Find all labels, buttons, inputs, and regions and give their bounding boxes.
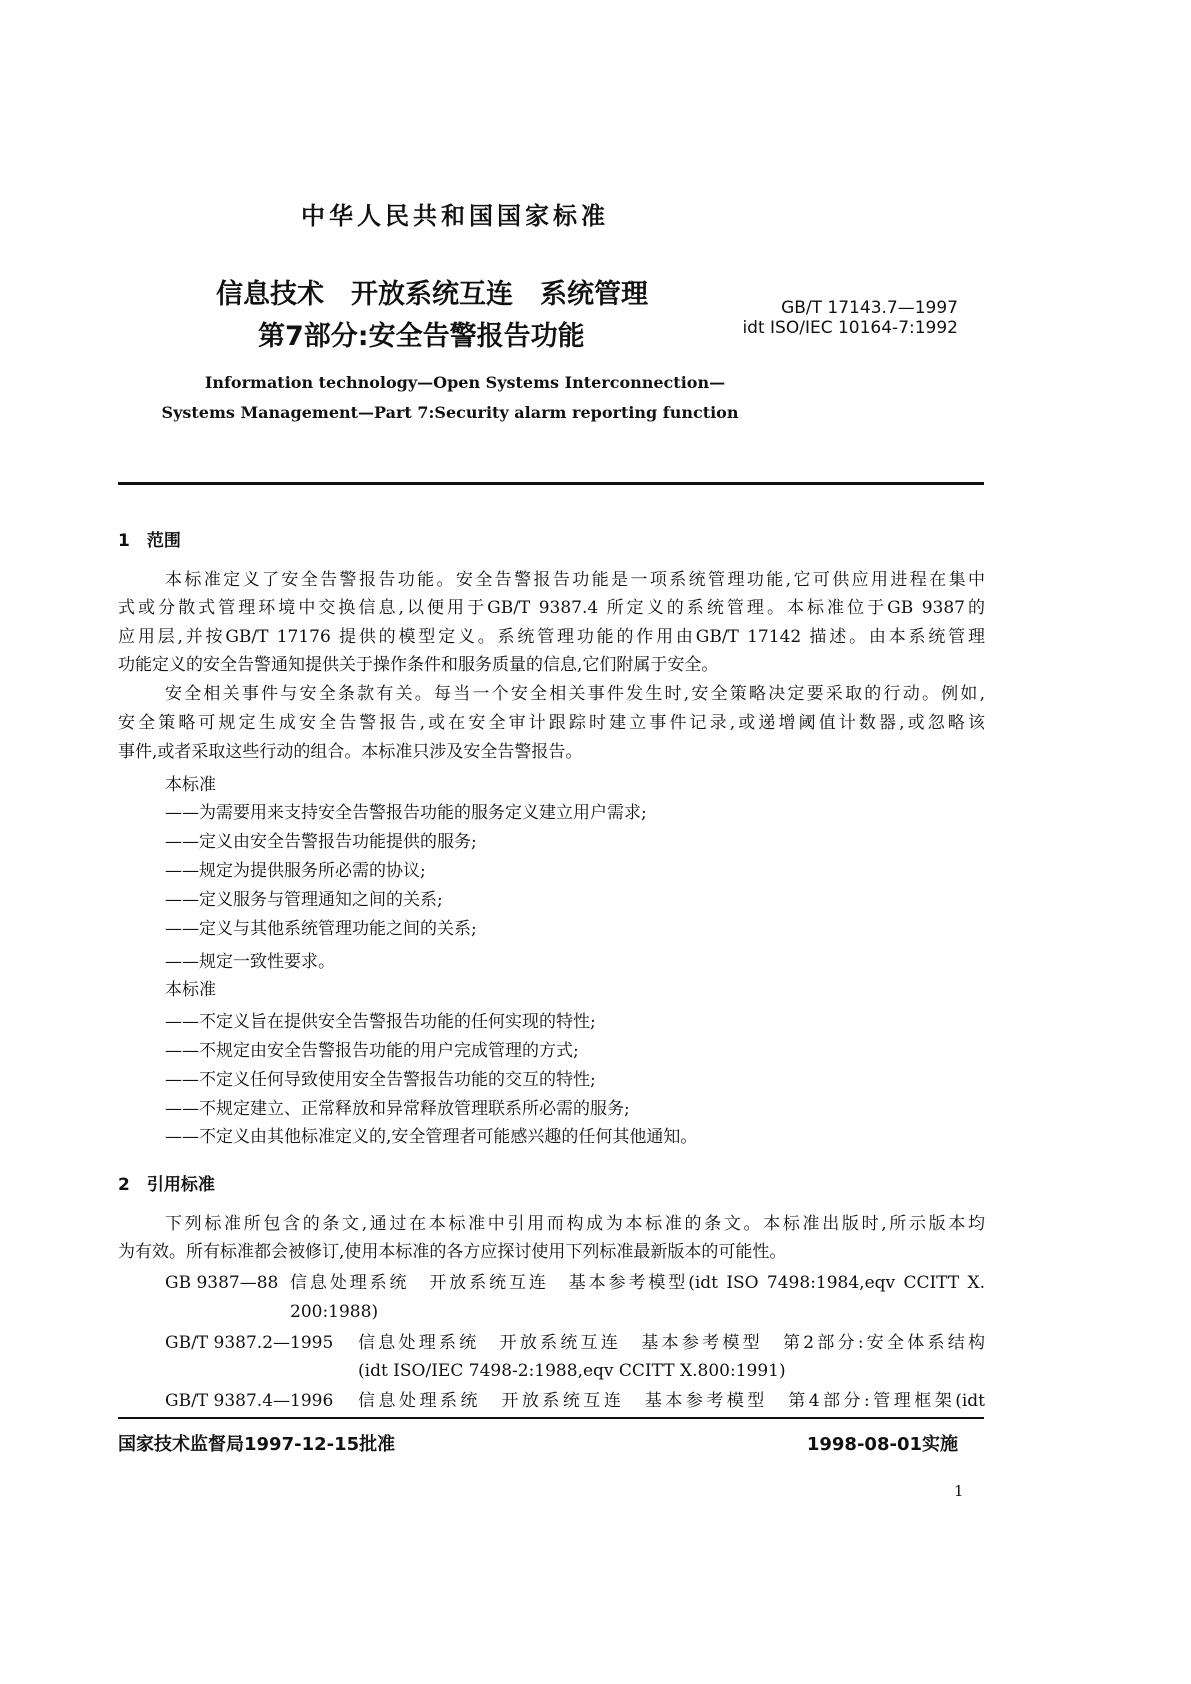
list-item: ——定义由安全告警报告功能提供的服务; <box>165 832 477 852</box>
reference-code: GB/T 9387.4—1996 <box>165 1391 334 1411</box>
reference-continuation: (idt ISO/IEC 7498-2:1988,eqv CCITT X.800:1991) <box>358 1361 786 1381</box>
section-number: 1 <box>118 531 130 551</box>
national-standard-heading: 中华人民共和国国家标准 <box>301 202 609 230</box>
reference-title: 信息处理系统 开放系统互连 基本参考模型 第4部分:管理框架(idt <box>358 1391 985 1411</box>
list-item: ——定义服务与管理通知之间的关系; <box>165 890 443 910</box>
list-item: ——不规定由安全告警报告功能的用户完成管理的方式; <box>165 1041 579 1061</box>
paragraph-line: 安全策略可规定生成安全告警报告,或在安全审计跟踪时建立事件记录,或递增阈值计数器,或忽略该 <box>118 713 985 733</box>
reference-continuation: 200:1988) <box>290 1302 379 1322</box>
paragraph-line: 为有效。所有标准都会被修订,使用本标准的各方应探讨使用下列标准最新版本的可能性。 <box>118 1242 787 1262</box>
english-title-line-2: Systems Management—Part 7:Security alarm reporting function <box>161 403 739 422</box>
reference-code: GB/T 9387.2—1995 <box>165 1333 334 1353</box>
paragraph-line: 式或分散式管理环境中交换信息,以便用于GB/T 9387.4 所定义的系统管理。本标准位于GB 9387的 <box>118 598 985 618</box>
title-line-2: 第7部分:安全告警报告功能 <box>258 321 585 352</box>
standard-code: GB/T 17143.7—1997 <box>781 298 958 318</box>
list-item: ——为需要用来支持安全告警报告功能的服务定义建立用户需求; <box>165 803 647 823</box>
paragraph-line: 功能定义的安全告警通知提供关于操作条件和服务质量的信息,它们附属于安全。 <box>118 655 719 675</box>
paragraph-line: 事件,或者采取这些行动的组合。本标准只涉及安全告警报告。 <box>118 742 583 762</box>
reference-title: 信息处理系统 开放系统互连 基本参考模型 第2部分:安全体系结构 <box>358 1333 985 1353</box>
section-title: 引用标准 <box>146 1175 215 1195</box>
reference-title: 信息处理系统 开放系统互连 基本参考模型(idt ISO 7498:1984,eqv CCITT X. <box>290 1273 985 1293</box>
paragraph-line: 下列标准所包含的条文,通过在本标准中引用而构成为本标准的条文。本标准出版时,所示版本均 <box>165 1214 985 1234</box>
english-title-line-1: Information technology—Open Systems Interconnection— <box>204 373 726 392</box>
list-item: ——规定一致性要求。 <box>165 952 335 972</box>
header-rule <box>118 482 984 485</box>
list-label: 本标准 <box>165 775 216 795</box>
section-2-heading <box>118 1170 215 1195</box>
list-item: ——不定义旨在提供安全告警报告功能的任何实现的特性; <box>165 1012 596 1032</box>
footer-rule <box>118 1417 984 1419</box>
effective-date: 1998-08-01实施 <box>806 1434 958 1455</box>
paragraph-line: 应用层,并按GB/T 17176 提供的模型定义。系统管理功能的作用由GB/T 17142 描述。由本系统管理 <box>118 627 985 647</box>
section-1-heading <box>118 526 181 551</box>
list-item: ——定义与其他系统管理功能之间的关系; <box>165 919 477 939</box>
idt-code: idt ISO/IEC 10164-7:1992 <box>742 318 958 338</box>
list-item: ——规定为提供服务所必需的协议; <box>165 861 426 881</box>
page-number: 1 <box>954 1482 964 1500</box>
list-item: ——不规定建立、正常释放和异常释放管理联系所必需的服务; <box>165 1099 630 1119</box>
section-number: 2 <box>118 1175 130 1195</box>
list-item: ——不定义任何导致使用安全告警报告功能的交互的特性; <box>165 1070 596 1090</box>
section-title: 范围 <box>146 531 181 551</box>
reference-code: GB 9387—88 <box>165 1273 279 1293</box>
list-item: ——不定义由其他标准定义的,安全管理者可能感兴趣的任何其他通知。 <box>165 1127 698 1147</box>
title-line-1: 信息技术 开放系统互连 系统管理 <box>216 279 648 310</box>
paragraph-line: 安全相关事件与安全条款有关。每当一个安全相关事件发生时,安全策略决定要采取的行动。例如, <box>165 684 985 704</box>
approval-date: 国家技术监督局1997-12-15批准 <box>118 1434 396 1455</box>
paragraph-line: 本标准定义了安全告警报告功能。安全告警报告功能是一项系统管理功能,它可供应用进程在集中 <box>165 570 985 590</box>
list-label: 本标准 <box>165 980 216 1000</box>
